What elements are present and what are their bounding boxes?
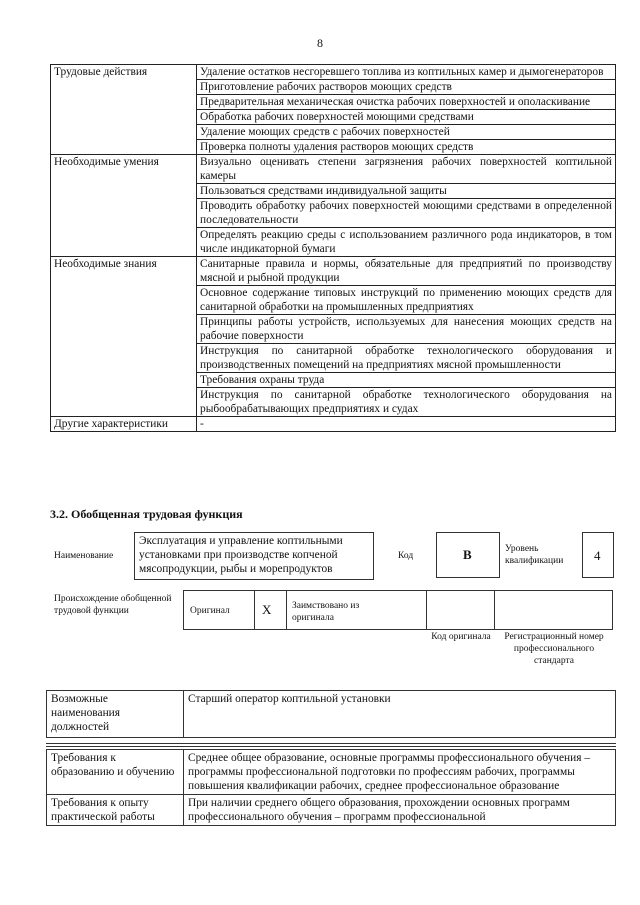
group-item: Пользоваться средствами индивидуальной защиты — [197, 184, 616, 199]
table-row — [51, 95, 616, 110]
table-row — [51, 199, 616, 228]
experience-label: Требования к опыту практической работы — [47, 795, 184, 826]
group-item: Инструкция по санитарной обработке технологического оборудования и производственных помещений на предприятиях мясной промышленности — [197, 344, 616, 373]
group-label-continuation — [51, 228, 197, 257]
group-label-continuation — [51, 344, 197, 373]
requirements-table — [46, 749, 616, 826]
group-label-continuation — [51, 373, 197, 388]
positions-value: Старший оператор коптильной установки — [184, 691, 616, 738]
positions-table — [46, 690, 616, 738]
group-label-continuation — [51, 199, 197, 228]
table-row — [51, 80, 616, 95]
group-item: - — [197, 417, 616, 432]
group-label: Другие характеристики — [51, 417, 197, 432]
gtf-name-value: Эксплуатация и управление коптильными установками при производстве копченой мясопродукции, рыбы и морепродуктов — [139, 535, 343, 575]
gtf-name-box — [134, 532, 374, 580]
divider — [46, 743, 616, 747]
group-label-continuation — [51, 140, 197, 155]
table-row — [51, 388, 616, 417]
group-label: Необходимые знания — [51, 257, 197, 286]
borrowed-label: Заимствовано из оригинала — [292, 601, 360, 623]
table-row — [51, 110, 616, 125]
group-item: Проводить обработку рабочих поверхностей моющими средствами в определенной последовательности — [197, 199, 616, 228]
original-mark: X — [262, 602, 272, 617]
table-row — [51, 257, 616, 286]
group-item: Требования охраны труда — [197, 373, 616, 388]
group-item: Удаление моющих средств с рабочих поверхностей — [197, 125, 616, 140]
table-row — [51, 286, 616, 315]
origin-label: Происхождение обобщенной трудовой функции — [54, 594, 172, 616]
code-value: B — [463, 547, 472, 562]
page-number: 8 — [317, 36, 323, 50]
level-label: Уровень квалификации — [505, 544, 564, 566]
group-label: Трудовые действия — [51, 65, 197, 80]
group-label-continuation — [51, 286, 197, 315]
group-label-continuation — [51, 184, 197, 199]
name-label: Наименование — [54, 551, 114, 561]
table-row — [51, 344, 616, 373]
education-value: Среднее общее образование, основные программы профессионального обучения – программы профессиональной подготовки по профессиям рабочих, программы повышения квалификации рабочих, среднее профессиональное образование — [184, 750, 616, 795]
group-label-continuation — [51, 315, 197, 344]
positions-label: Возможные наименования должностей — [47, 691, 184, 738]
table-row — [51, 373, 616, 388]
group-label-continuation — [51, 388, 197, 417]
group-item: Предварительная механическая очистка рабочих поверхностей и ополаскивание — [197, 95, 616, 110]
table-row — [51, 184, 616, 199]
code-label: Код — [398, 551, 414, 561]
reg-number-caption: Регистрационный номер профессионального стандарта — [504, 632, 604, 666]
group-label-continuation — [51, 80, 197, 95]
group-label-continuation — [51, 95, 197, 110]
group-item: Удаление остатков несгоревшего топлива из коптильных камер и дымогенераторов — [197, 65, 616, 80]
table-row — [51, 417, 616, 432]
experience-value: При наличии среднего общего образования, прохождении основных программ профессионального обучения – программ профессиональной — [184, 795, 616, 826]
table-row — [51, 140, 616, 155]
group-label-continuation — [51, 125, 197, 140]
labor-function-table — [50, 64, 616, 432]
table-row — [51, 65, 616, 80]
original-label: Оригинал — [190, 606, 230, 616]
level-value: 4 — [594, 548, 601, 563]
section-title: 3.2. Обобщенная трудовая функция — [50, 507, 243, 521]
group-item: Основное содержание типовых инструкций по применению моющих средств для санитарной обработки на промышленных предприятиях — [197, 286, 616, 315]
table-row — [51, 125, 616, 140]
group-item: Проверка полноты удаления растворов моющих средств — [197, 140, 616, 155]
education-label: Требования к образованию и обучению — [47, 750, 184, 795]
code-original-caption: Код оригинала — [431, 632, 491, 642]
group-item: Определять реакцию среды с использованием различного рода индикаторов, в том числе индикаторной бумаги — [197, 228, 616, 257]
group-label: Необходимые умения — [51, 155, 197, 184]
group-item: Принципы работы устройств, используемых для нанесения моющих средств на рабочие поверхности — [197, 315, 616, 344]
group-label-continuation — [51, 110, 197, 125]
table-row — [51, 228, 616, 257]
group-item: Санитарные правила и нормы, обязательные для предприятий по производству мясной и рыбной продукции — [197, 257, 616, 286]
table-row — [51, 315, 616, 344]
group-item: Визуально оценивать степени загрязнения рабочих поверхностей коптильной камеры — [197, 155, 616, 184]
table-row — [51, 155, 616, 184]
group-item: Инструкция по санитарной обработке технологического оборудования на рыбообрабатывающих предприятиях и судах — [197, 388, 616, 417]
group-item: Приготовление рабочих растворов моющих средств — [197, 80, 616, 95]
group-item: Обработка рабочих поверхностей моющими средствами — [197, 110, 616, 125]
